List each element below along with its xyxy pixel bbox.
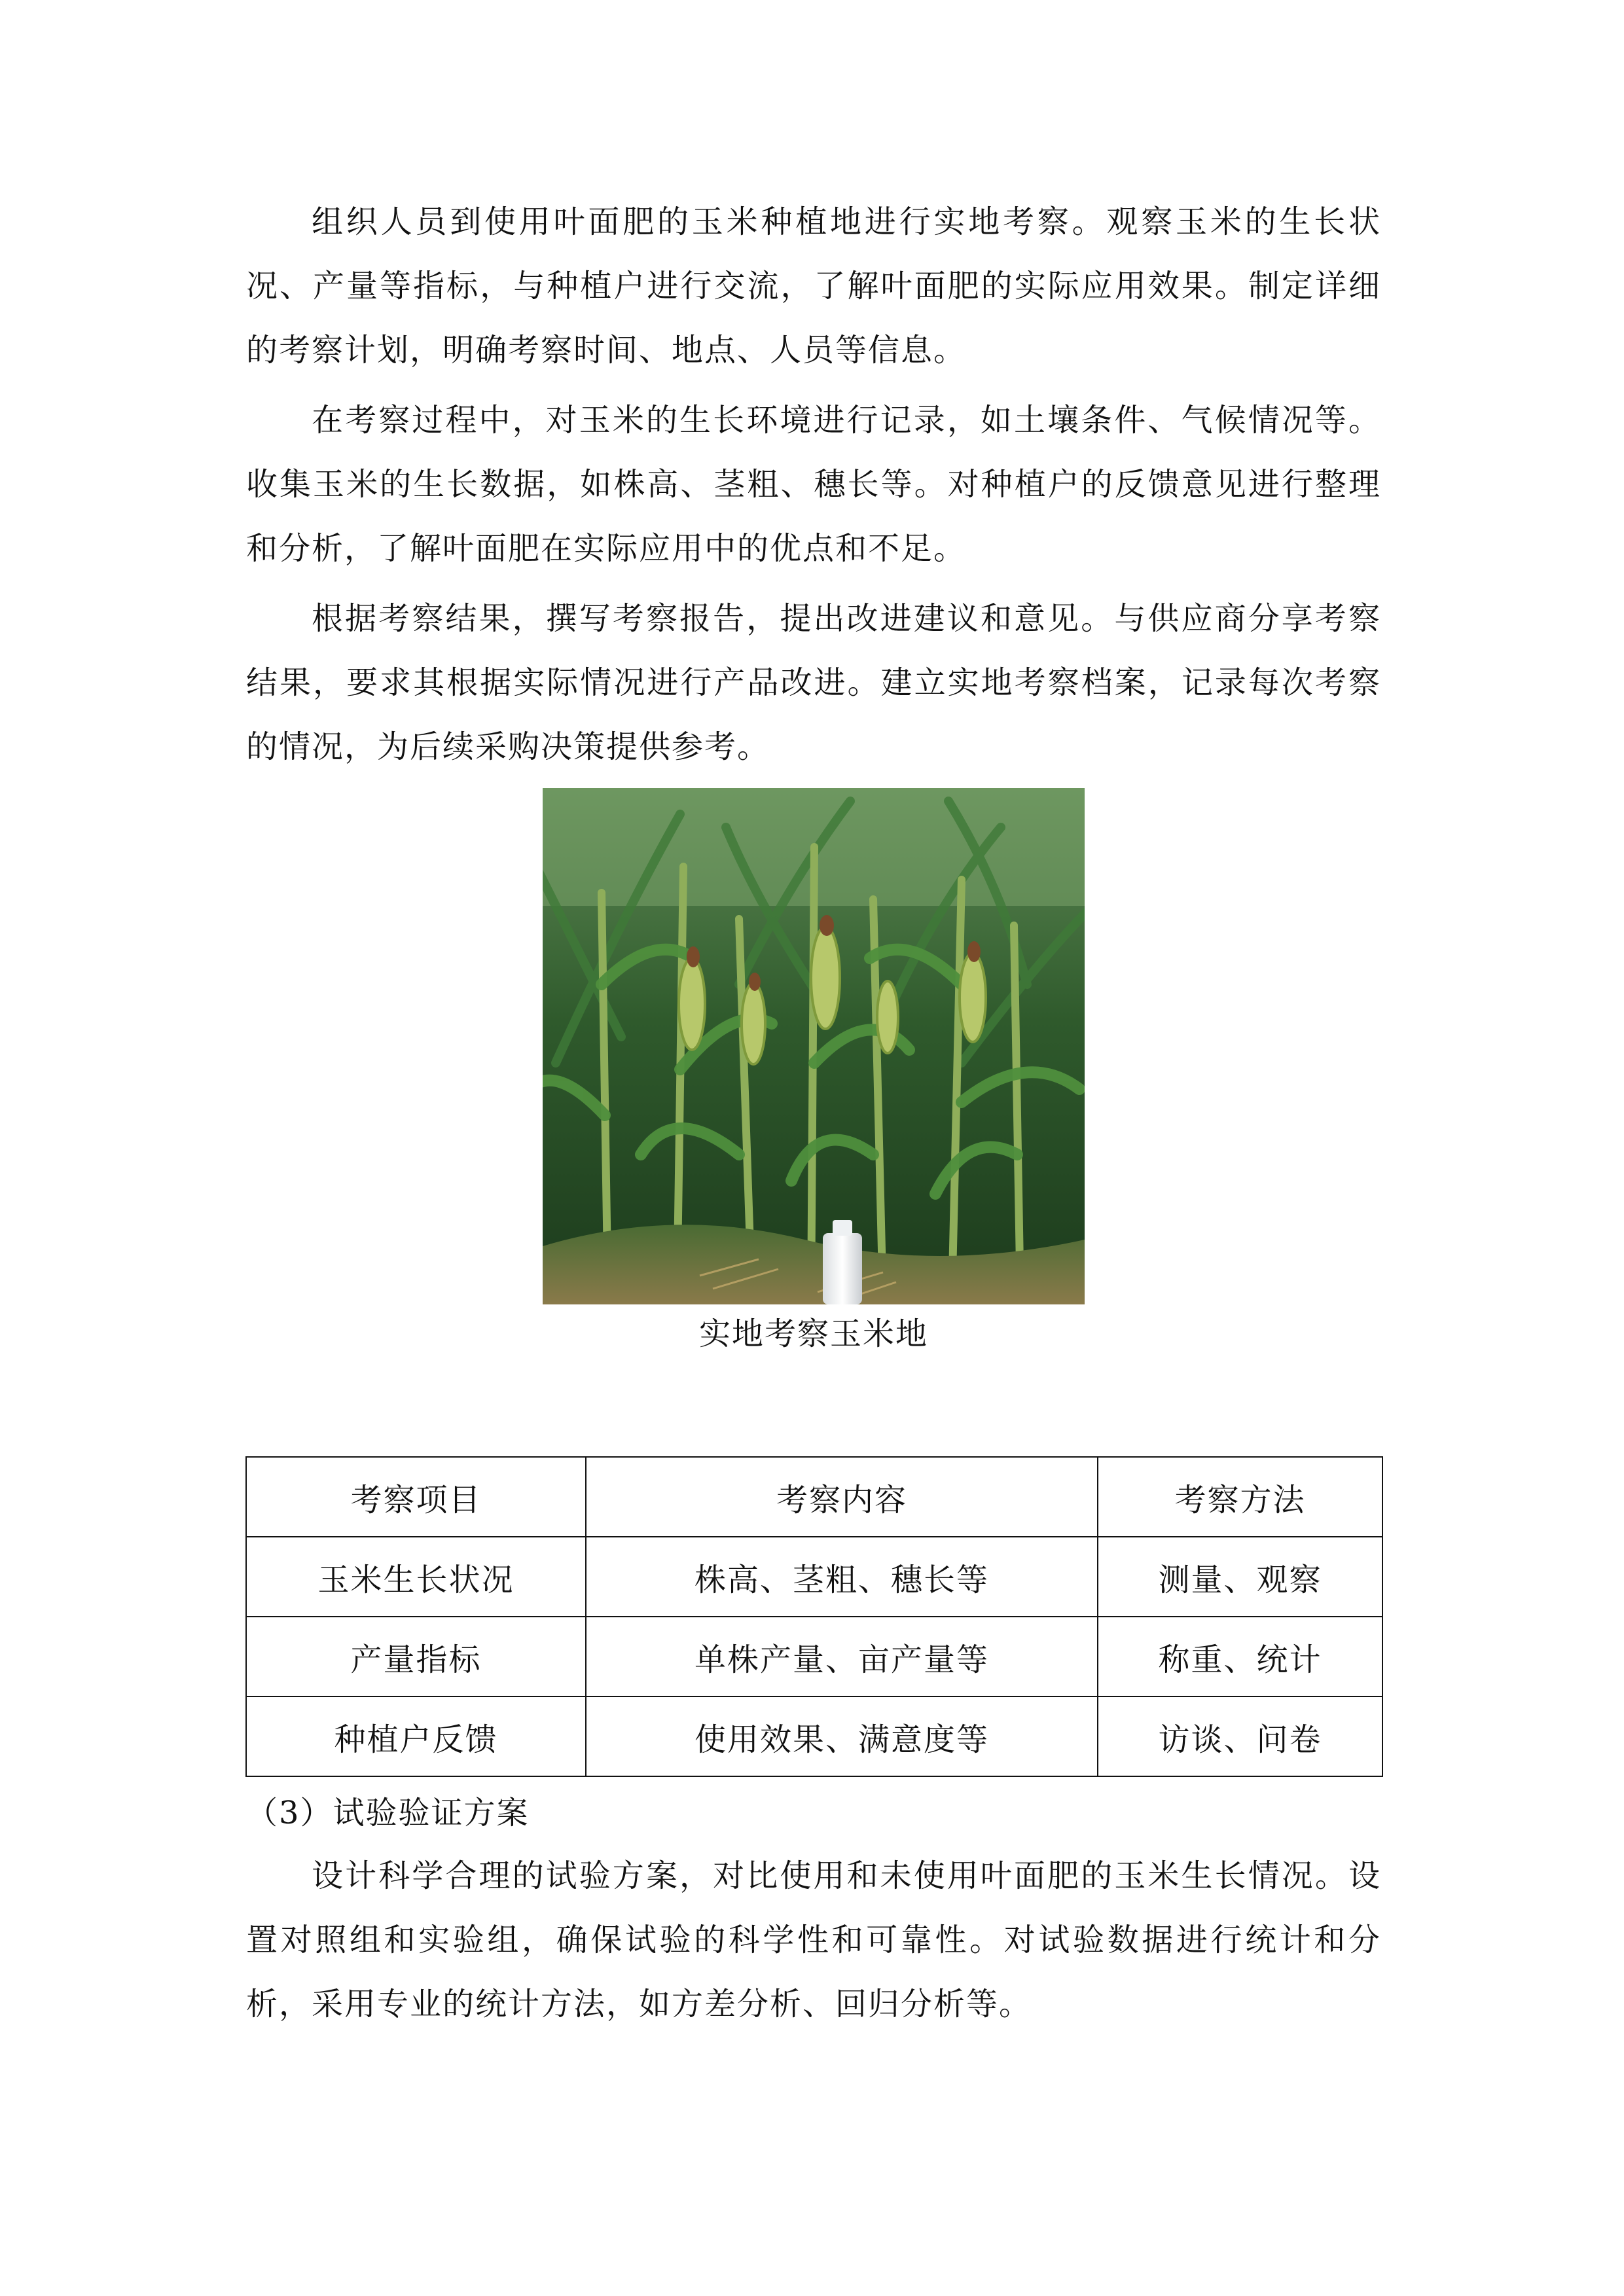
- table-cell: 株高、茎粗、穗长等: [586, 1537, 1098, 1617]
- table-cell: 玉米生长状况: [246, 1537, 586, 1617]
- table-header-row: [246, 1457, 1382, 1537]
- paragraph-field-visit-process: 在考察过程中，对玉米的生长环境进行记录，如土壤条件、气候情况等。收集玉米的生长数据，如株高、茎粗、穗长等。对种植户的反馈意见进行整理和分析，了解叶面肥在实际应用中的优点和不足。: [246, 402, 1381, 567]
- header-cell-content: 考察内容: [586, 1457, 1098, 1537]
- table-cell: 称重、统计: [1098, 1617, 1382, 1696]
- survey-table: [245, 1456, 1383, 1777]
- table-cell: 种植户反馈: [246, 1696, 586, 1776]
- header-cell-method: 考察方法: [1098, 1457, 1382, 1537]
- cornfield-photo: [543, 788, 1085, 1304]
- table-cell: 产量指标: [246, 1617, 586, 1696]
- paragraph-field-visit-plan: 组织人员到使用叶面肥的玉米种植地进行实地考察。观察玉米的生长状况、产量等指标，与种植户进行交流，了解叶面肥的实际应用效果。制定详细的考察计划，明确考察时间、地点、人员等信息。: [246, 204, 1381, 368]
- section-heading-experiment-plan: （3）试验验证方案: [246, 1795, 530, 1831]
- paragraph-experiment-plan: 设计科学合理的试验方案，对比使用和未使用叶面肥的玉米生长情况。设置对照组和实验组，确保试验的科学性和可靠性。对试验数据进行统计和分析，采用专业的统计方法，如方差分析、回归分析等。: [246, 1857, 1381, 2022]
- table-cell: 访谈、问卷: [1098, 1696, 1382, 1776]
- table-cell: 使用效果、满意度等: [586, 1696, 1098, 1776]
- table-cell: 单株产量、亩产量等: [586, 1617, 1098, 1696]
- table-row: [246, 1696, 1382, 1776]
- header-cell-item: 考察项目: [246, 1457, 586, 1537]
- table-cell: 测量、观察: [1098, 1537, 1382, 1617]
- table-row: [246, 1537, 1382, 1617]
- table-row: [246, 1617, 1382, 1696]
- figure-caption: 实地考察玉米地: [698, 1316, 928, 1352]
- paragraph-field-visit-report: 根据考察结果，撰写考察报告，提出改进建议和意见。与供应商分享考察结果，要求其根据实际情况进行产品改进。建立实地考察档案，记录每次考察的情况，为后续采购决策提供参考。: [246, 600, 1381, 765]
